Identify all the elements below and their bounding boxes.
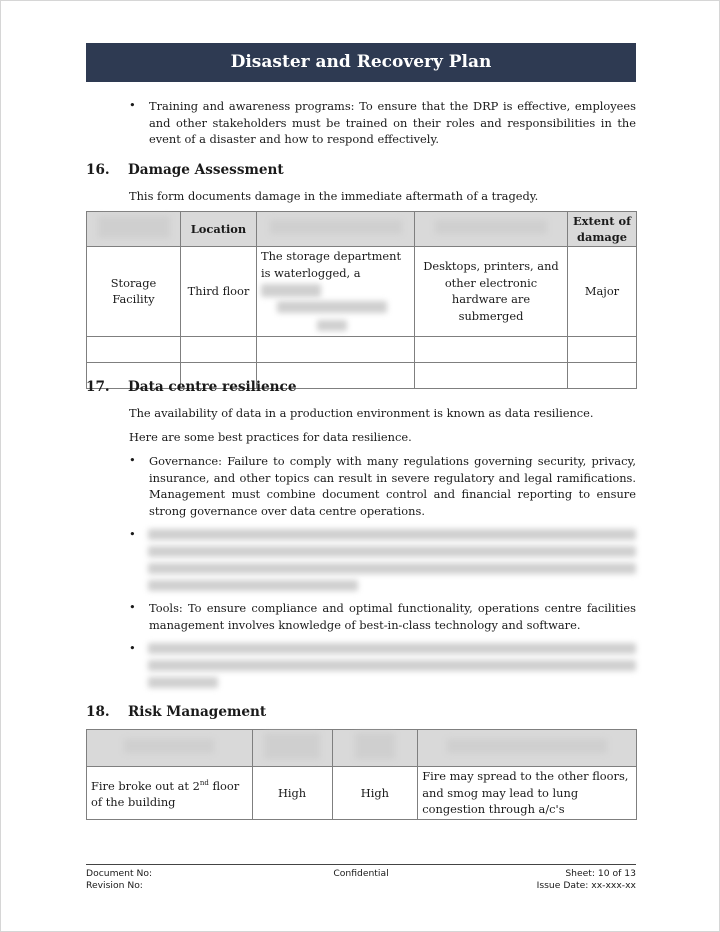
- column-header-blurred: [418, 730, 637, 767]
- table-row: [87, 767, 637, 820]
- column-header-blurred: [415, 212, 568, 247]
- column-header-extent: Extent of damage: [568, 212, 637, 247]
- damage-assessment-table: [86, 211, 637, 389]
- section16-number: 16.: [86, 162, 110, 178]
- bullet-dot: •: [129, 641, 136, 655]
- tools-bullet-text: Tools: To ensure compliance and optimal functionality, operations centre facilities management involves knowledge of best-in-class technology and software.: [149, 601, 636, 632]
- cell-risk-description: Fire may spread to the other floors, and smog may lead to lung congestion through a/c's: [418, 767, 637, 820]
- governance-bullet-text: Governance: Failure to comply with many regulations governing security, privacy, insurance, and other topics can result in severe regulatory and legal ramifications. Management must combine document control and financial reporting to ensure strong governance over data centre operations.: [149, 454, 636, 518]
- cell-description-text: The storage department is waterlogged, a: [261, 249, 402, 280]
- bullet-dot: •: [129, 453, 136, 467]
- cell-area: Storage Facility: [87, 247, 181, 337]
- section18-heading: [86, 704, 266, 720]
- column-header-blurred: [87, 212, 181, 247]
- section16-title: Damage Assessment: [128, 162, 284, 178]
- footer-revision-no: Revision No:: [86, 880, 143, 891]
- table-row: [87, 247, 637, 337]
- cell-description: [257, 247, 415, 337]
- section17-paragraph-1: The availability of data in a production environment is known as data resilience.: [129, 406, 594, 420]
- redacted-bullet: [146, 639, 638, 691]
- column-header-blurred: [257, 212, 415, 247]
- section18-title: Risk Management: [128, 704, 267, 720]
- cell-location: Third floor: [181, 247, 257, 337]
- redacted-bullet: [146, 525, 638, 593]
- section17-number: 17.: [86, 379, 110, 395]
- section16-heading: [86, 162, 284, 178]
- footer-document-no: Document No:: [86, 868, 153, 879]
- table-header-row: [87, 212, 637, 247]
- section18-number: 18.: [86, 704, 110, 720]
- section17-title: Data centre resilience: [128, 379, 297, 395]
- cell-affected: Desktops, printers, and other electronic hardware are submerged: [415, 247, 568, 337]
- footer-issue-date: Issue Date: xx-xxx-xx: [536, 880, 636, 891]
- page-title: Disaster and Recovery Plan: [230, 52, 492, 72]
- cell-extent: Major: [568, 247, 637, 337]
- cell-impact: High: [332, 767, 418, 820]
- footer-confidential: Confidential: [333, 868, 389, 879]
- footer-sheet: Sheet: 10 of 13: [565, 868, 636, 879]
- title-banner: [86, 43, 636, 82]
- bullet-dot: •: [129, 98, 136, 112]
- bullet-dot: •: [129, 600, 136, 614]
- intro-bullet-text: Training and awareness programs: To ensure that the DRP is effective, employees and other stakeholders must be trained on their roles and responsibilities in the event of a disaster and how to respond effectively.: [149, 99, 636, 146]
- risk-management-table: [86, 729, 637, 820]
- section17-heading: [86, 379, 296, 395]
- column-header-blurred: [252, 730, 332, 767]
- column-header-blurred: [332, 730, 418, 767]
- page-footer: [86, 864, 636, 892]
- cell-likelihood: High: [252, 767, 332, 820]
- table-row-empty: [87, 336, 637, 362]
- section17-paragraph-2: Here are some best practices for data resilience.: [129, 430, 412, 444]
- column-header-blurred: [87, 730, 253, 767]
- table-header-row: [87, 730, 637, 767]
- section16-description: This form documents damage in the immediate aftermath of a tragedy.: [129, 189, 539, 203]
- cell-event: Fire broke out at 2nd floor of the building: [87, 767, 253, 820]
- column-header-location: Location: [181, 212, 257, 247]
- bullet-dot: •: [129, 527, 136, 541]
